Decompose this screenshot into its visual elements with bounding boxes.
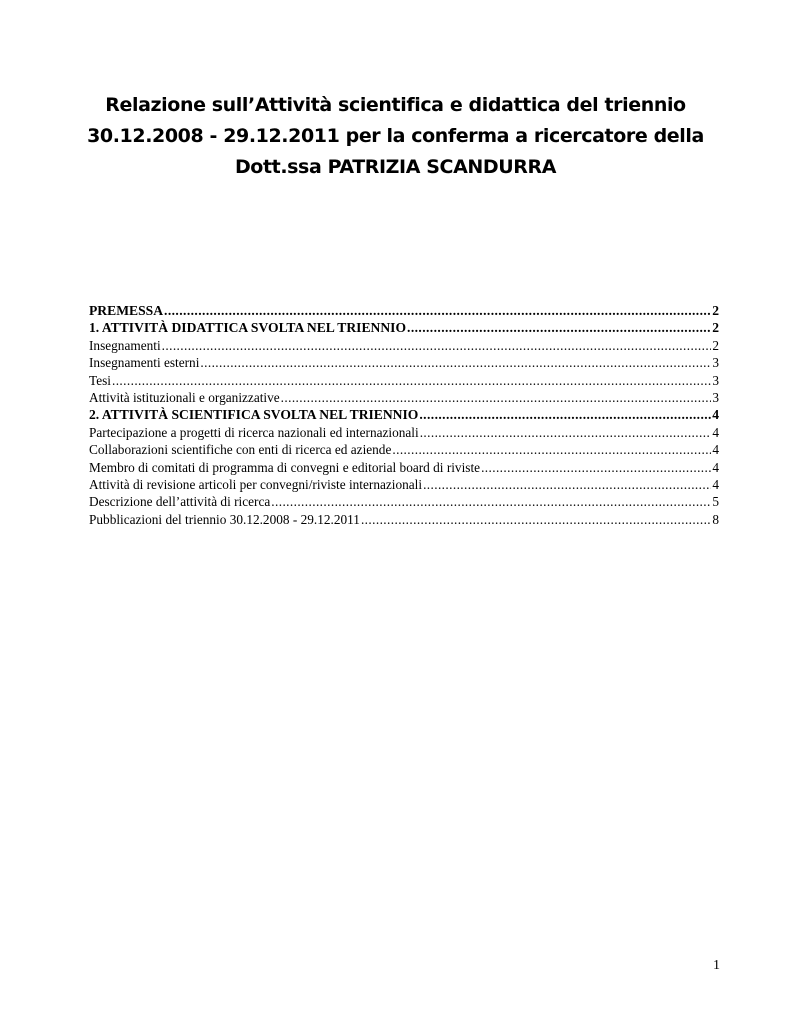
toc-leader-dots (423, 476, 711, 493)
toc-entry-page: 4 (712, 424, 719, 440)
toc-leader-dots (361, 511, 711, 528)
toc-entry-label: Insegnamenti (89, 337, 161, 353)
toc-entry-insegnamenti-esterni[interactable] (89, 354, 719, 371)
toc-entry-page: 4 (712, 477, 719, 493)
toc-entry-page: 3 (712, 390, 719, 406)
toc-entry-page: 2 (712, 303, 719, 318)
toc-entry-label: Pubblicazioni del triennio 30.12.2008 - 29.12.2011 (89, 511, 360, 527)
toc-entry-label: Attività istituzionali e organizzative (89, 390, 280, 406)
toc-leader-dots (481, 459, 711, 476)
toc-entry-page: 5 (712, 494, 719, 510)
toc-entry-tesi[interactable] (89, 372, 719, 389)
title-line-1: Relazione sull’Attività scientifica e didattica del triennio (105, 94, 686, 116)
toc-entry-label: Insegnamenti esterni (89, 355, 200, 371)
document-title (60, 90, 731, 183)
toc-entry-page: 4 (712, 442, 719, 458)
toc-leader-dots (392, 441, 711, 458)
toc-entry-attivita-istituzionali[interactable] (89, 389, 719, 406)
title-line-2: 30.12.2008 - 29.12.2011 per la conferma a ricercatore della (87, 125, 704, 147)
toc-leader-dots (420, 424, 712, 441)
toc-entry-label: 2. ATTIVITÀ SCIENTIFICA SVOLTA NEL TRIENNIO (89, 407, 419, 423)
page-number: 1 (713, 958, 720, 973)
toc-entry-label: Collaborazioni scientifiche con enti di ricerca ed aziende (89, 442, 392, 458)
toc-leader-dots (164, 302, 711, 319)
toc-entry-label: Attività di revisione articoli per convegni/riviste internazionali (89, 477, 423, 493)
table-of-contents (89, 302, 719, 528)
toc-leader-dots (162, 337, 712, 354)
toc-leader-dots (407, 319, 711, 336)
toc-entry-page: 3 (712, 372, 719, 388)
toc-entry-label: 1. ATTIVITÀ DIDATTICA SVOLTA NEL TRIENNIO (89, 320, 407, 336)
toc-entry-premessa[interactable] (89, 302, 719, 319)
toc-entry-label: Membro di comitati di programma di convegni e editorial board di riviste (89, 459, 481, 475)
toc-entry-progetti-ricerca[interactable] (89, 424, 719, 441)
toc-entry-page: 4 (712, 407, 719, 423)
toc-leader-dots (281, 389, 712, 406)
toc-entry-pubblicazioni[interactable] (89, 511, 719, 528)
toc-leader-dots (271, 493, 711, 510)
toc-entry-comitati-programma[interactable] (89, 459, 719, 476)
toc-entry-page: 4 (712, 459, 719, 475)
toc-entry-label: PREMESSA (89, 303, 164, 318)
toc-entry-label: Descrizione dell’attività di ricerca (89, 494, 271, 510)
toc-entry-collaborazioni[interactable] (89, 441, 719, 458)
toc-entry-label: Tesi (89, 372, 111, 388)
toc-entry-page: 2 (712, 337, 719, 353)
toc-entry-label: Partecipazione a progetti di ricerca nazionali ed internazionali (89, 424, 419, 440)
title-line-3: Dott.ssa PATRIZIA SCANDURRA (234, 156, 557, 178)
toc-entry-attivita-didattica[interactable] (89, 319, 719, 336)
toc-entry-insegnamenti[interactable] (89, 337, 719, 354)
toc-entry-page: 3 (712, 355, 719, 371)
toc-entry-page: 2 (712, 320, 719, 336)
toc-entry-descrizione-ricerca[interactable] (89, 493, 719, 510)
toc-entry-attivita-scientifica[interactable] (89, 406, 719, 423)
toc-entry-revisione-articoli[interactable] (89, 476, 719, 493)
toc-leader-dots (112, 372, 711, 389)
toc-leader-dots (200, 354, 711, 371)
toc-entry-page: 8 (712, 511, 719, 527)
toc-leader-dots (419, 406, 711, 423)
